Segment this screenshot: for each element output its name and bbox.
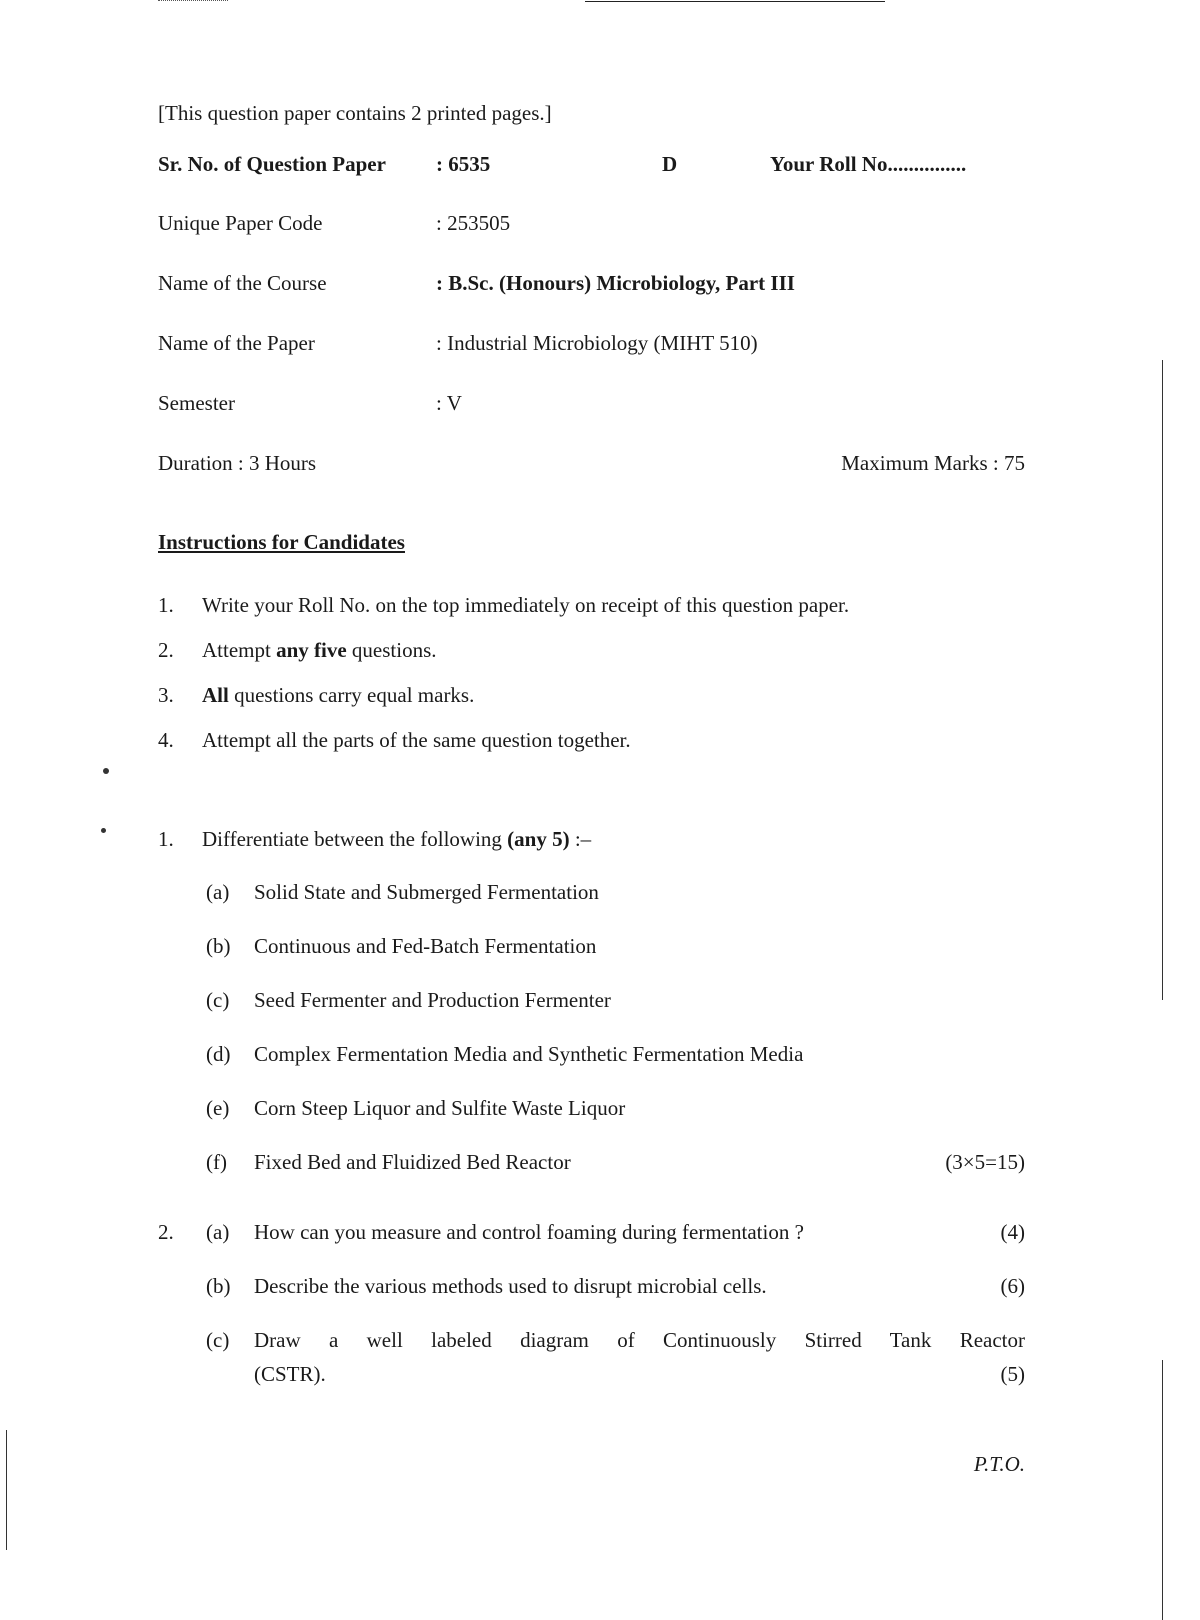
duration: Duration : 3 Hours	[158, 451, 317, 475]
instruction-number: 1.	[158, 593, 174, 617]
semester-value: : V	[436, 391, 462, 415]
set-code: D	[662, 152, 678, 176]
scan-edge-mark-right	[585, 1, 885, 2]
instruction-item	[158, 638, 437, 663]
instruction-text-end: questions.	[346, 638, 437, 662]
instruction-emphasis: any five	[276, 638, 347, 662]
upc-value: : 253505	[436, 211, 511, 235]
paper-value: : Industrial Microbiology (MIHT 510)	[436, 331, 758, 355]
instruction-item	[158, 728, 631, 753]
instruction-text: Attempt all the parts of the same question together.	[202, 728, 631, 752]
scan-edge-line-right-1	[1162, 360, 1163, 1000]
instruction-item	[158, 683, 474, 708]
instruction-number: 2.	[158, 638, 174, 662]
part-marks: (6)	[1000, 1274, 1025, 1298]
question-part	[206, 1274, 767, 1299]
question-marks: (3×5=15)	[945, 1150, 1025, 1174]
part-label: (c)	[206, 1328, 230, 1352]
part-marks: (5)	[1000, 1362, 1025, 1386]
part-marks: (4)	[1000, 1220, 1025, 1244]
instruction-item	[158, 593, 849, 618]
part-text: Seed Fermenter and Production Fermenter	[254, 988, 611, 1012]
scan-speck	[101, 828, 106, 833]
instruction-number: 4.	[158, 728, 174, 752]
sr-no-label: Sr. No. of Question Paper	[158, 152, 386, 176]
part-label: (e)	[206, 1096, 230, 1120]
part-text: Complex Fermentation Media and Synthetic Fermentation Media	[254, 1042, 804, 1066]
question-part	[206, 1220, 804, 1245]
part-text: How can you measure and control foaming during fermentation ?	[254, 1220, 804, 1244]
max-marks: Maximum Marks : 75	[841, 451, 1025, 475]
part-text-continued: (CSTR).	[254, 1362, 326, 1386]
part-label: (d)	[206, 1042, 231, 1066]
part-text: Draw a well labeled diagram of Continuously Stirred Tank Reactor	[254, 1328, 1025, 1352]
part-text: Fixed Bed and Fluidized Bed Reactor	[254, 1150, 571, 1174]
scan-edge-line-left	[6, 1430, 7, 1550]
part-label: (b)	[206, 1274, 231, 1298]
instruction-text: Attempt	[202, 638, 277, 662]
question-part	[206, 1328, 1025, 1353]
semester-label: Semester	[158, 391, 235, 415]
part-label: (c)	[206, 988, 230, 1012]
part-text: Corn Steep Liquor and Sulfite Waste Liquor	[254, 1096, 626, 1120]
part-label: (a)	[206, 1220, 230, 1244]
scan-edge-line-right-2	[1162, 1360, 1163, 1620]
question-number: 1.	[158, 827, 174, 851]
sr-no-value: : 6535	[436, 152, 491, 176]
paper-label: Name of the Paper	[158, 331, 315, 355]
question-part	[206, 1150, 571, 1175]
roll-no-field: Your Roll No...............	[770, 152, 967, 176]
instruction-text: Write your Roll No. on the top immediately on receipt of this question paper.	[202, 593, 850, 617]
course-value: : B.Sc. (Honours) Microbiology, Part III	[436, 271, 795, 295]
question-emphasis: (any 5)	[507, 827, 570, 851]
course-label: Name of the Course	[158, 271, 327, 295]
part-label: (f)	[206, 1150, 227, 1174]
part-label: (b)	[206, 934, 231, 958]
scan-edge-mark-left	[158, 0, 228, 1]
page-turn-note: P.T.O.	[973, 1452, 1025, 1476]
question-part	[206, 988, 611, 1013]
instructions-heading: Instructions for Candidates	[158, 530, 405, 554]
question-part	[206, 880, 599, 905]
header-note: [This question paper contains 2 printed pages.]	[158, 101, 552, 125]
question-text: Differentiate between the following	[202, 827, 508, 851]
question-number: 2.	[158, 1220, 174, 1244]
instruction-emphasis: All	[202, 683, 229, 707]
question-part	[206, 934, 596, 959]
question-part	[206, 1042, 803, 1067]
question-text-end: :–	[569, 827, 592, 851]
upc-label: Unique Paper Code	[158, 211, 323, 235]
part-label: (a)	[206, 880, 230, 904]
instruction-text-end: questions carry equal marks.	[228, 683, 475, 707]
question-stem	[158, 827, 591, 852]
scan-speck	[103, 768, 109, 774]
instruction-number: 3.	[158, 683, 174, 707]
question-part	[206, 1096, 625, 1121]
part-text: Solid State and Submerged Fermentation	[254, 880, 599, 904]
part-text: Describe the various methods used to disrupt microbial cells.	[254, 1274, 767, 1298]
part-text: Continuous and Fed-Batch Fermentation	[254, 934, 597, 958]
